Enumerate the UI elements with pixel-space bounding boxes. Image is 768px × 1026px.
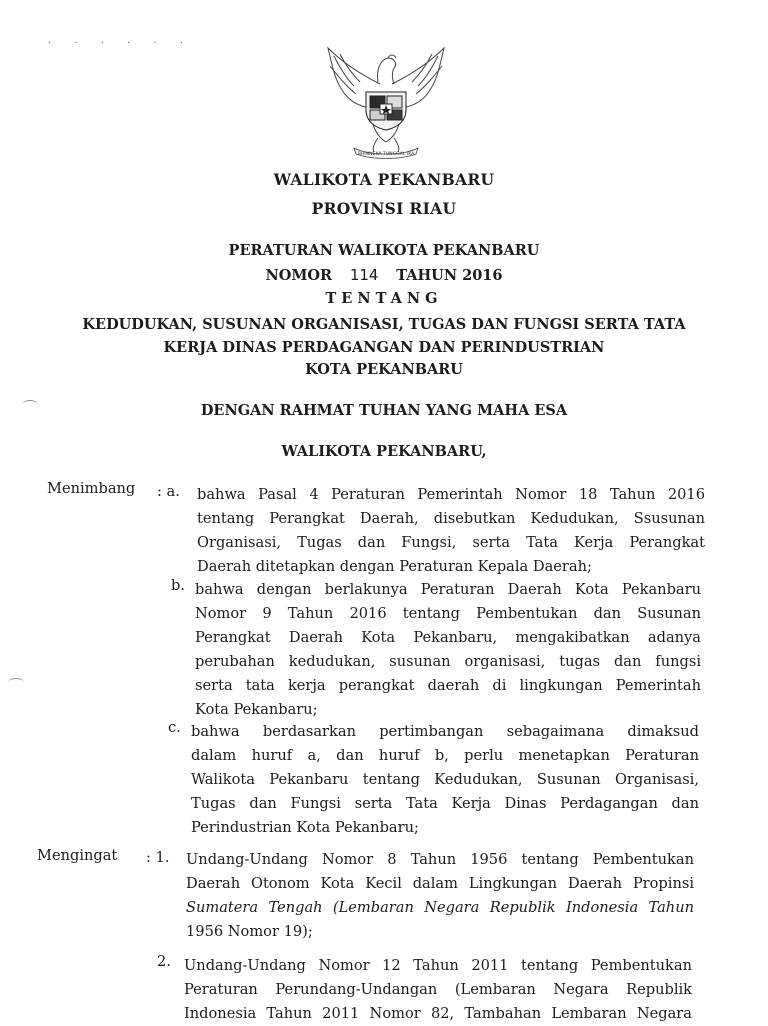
regulation-number [0,266,768,284]
subject-line-3: KOTA PEKANBARU [305,361,463,378]
text-line: Undang-Undang Nomor 12 Tahun 2011 tentang Pembentukan [184,957,692,974]
menimbang-label: Menimbang [47,480,136,497]
mengingat-marker-1: : 1. [146,849,170,866]
text-line: Organisasi, Tugas dan Fungsi, serta Tata Kerja Perangkat [197,534,705,551]
text-line: Daerah Otonom Kota Kecil dalam Lingkungan Daerah Propinsi [186,875,694,892]
text-line: bahwa berdasarkan pertimbangan sebagaimana dimaksud [191,723,699,740]
text-line: Nomor 9 Tahun 2016 tentang Pembentukan dan Susunan [195,605,701,622]
text-line: Perangkat Daerah Kota Pekanbaru, mengakibatkan adanya [195,629,701,646]
tentang-label: TENTANG [325,290,443,307]
garuda-pancasila-emblem-icon [320,44,452,162]
text-line: dalam huruf a, dan huruf b, perlu menetapkan Peraturan [191,747,699,764]
province-title: PROVINSI RIAU [311,199,457,218]
subject-line-2: KERJA DINAS PERDAGANGAN DAN PERINDUSTRIAN [163,339,605,356]
text-line: Sumatera Tengah (Lembaran Negara Republik Indonesia Tahun [186,899,694,916]
mengingat-label: Mengingat [37,847,118,864]
text-line: perubahan kedudukan, susunan organisasi, tugas dan fungsi [195,653,701,670]
text-line: Tugas dan Fungsi serta Tata Kerja Dinas Perdagangan dan [191,795,699,812]
text-line: Undang-Undang Nomor 8 Tahun 1956 tentang Pembentukan [186,851,694,868]
menimbang-marker-c: c. [168,719,181,736]
text-line: Perindustrian Kota Pekanbaru; [191,819,419,836]
authority-heading: WALIKOTA PEKANBARU, [281,443,487,460]
menimbang-marker-a: : a. [157,483,180,500]
nomor-label: NOMOR [265,267,333,284]
tahun-label: TAHUN 2016 [396,267,503,284]
emblem-motto: BHINNEKA TUNGGAL IKA [357,152,415,157]
text-line: Peraturan Perundang-Undangan (Lembaran Negara Republik [184,981,692,998]
nomor-value: 114 [349,266,379,284]
subject-line-1: KEDUDUKAN, SUSUNAN ORGANISASI, TUGAS DAN FUNGSI SERTA TATA [82,316,686,333]
text-line: tentang Perangkat Daerah, disebutkan Kedudukan, Ssusunan [197,510,705,527]
text-line: Kota Pekanbaru; [195,701,318,718]
menimbang-item-b [195,578,701,722]
document-title: WALIKOTA PEKANBARU [273,170,495,189]
text-line: Daerah ditetapkan dengan Peraturan Kepala Daerah; [197,558,592,575]
text-line: bahwa dengan berlakunya Peraturan Daerah Kota Pekanbaru [195,581,701,598]
text-line: bahwa Pasal 4 Peraturan Pemerintah Nomor 18 Tahun 2016 [197,486,705,503]
invocation: DENGAN RAHMAT TUHAN YANG MAHA ESA [200,402,568,419]
mengingat-item-2 [184,954,692,1026]
scan-artifact-dots: · · · · · · [48,38,193,49]
menimbang-item-c [191,720,699,840]
text-line: 1956 Nomor 19); [186,923,313,940]
punch-hole-mark [8,678,24,687]
menimbang-marker-b: b. [171,577,185,594]
text-line: Indonesia Tahun 2011 Nomor 82, Tambahan Lembaran Negara [184,1005,692,1022]
menimbang-item-a [197,483,705,579]
mengingat-marker-2: 2. [157,953,171,970]
text-line: serta tata kerja perangkat daerah di lingkungan Pemerintah [195,677,701,694]
mengingat-item-1 [186,848,694,944]
regulation-title: PERATURAN WALIKOTA PEKANBARU [228,242,540,259]
text-line: Walikota Pekanbaru tentang Kedudukan, Susunan Organisasi, [191,771,699,788]
